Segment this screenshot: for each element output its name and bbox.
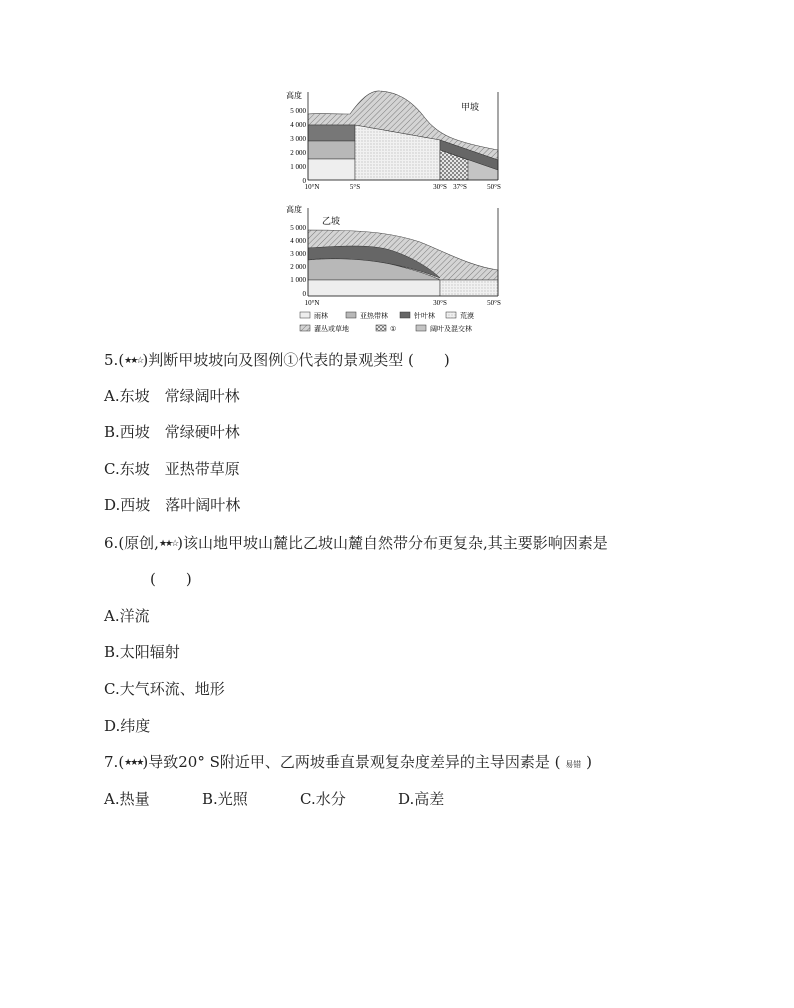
ytick: 4 000 [290,237,306,245]
legend-label: 雨林 [314,312,328,320]
option-d[interactable]: D.西坡 落叶阔叶林 [104,496,241,514]
legend-label: 荒漠 [460,312,474,320]
difficulty-open: ( [118,753,125,771]
answer-blank: ( ) [150,570,192,588]
option-d[interactable]: D.纬度 [104,717,151,735]
xtick: 30°S [433,299,447,307]
question-text: )判断甲坡坡向及图例①代表的景观类型 ( ) [142,351,450,369]
ytick: 2 000 [290,263,306,271]
option-a[interactable]: A.东坡 常绿阔叶林 [104,387,240,405]
question-text: )该山地甲坡山麓比乙坡山麓自然带分布更复杂,其主要影响因素是 [177,534,608,552]
top-conifer-band [308,125,355,141]
ytick: 3 000 [290,135,306,143]
legend-swatch-1 [376,325,386,331]
top-panel [286,90,501,191]
xtick: 50°S [487,183,501,191]
figure-legend [300,311,474,333]
legend-label: 亚热带林 [360,312,388,320]
option-b[interactable]: B.太阳辐射 [104,643,180,661]
vertical-zonation-figure [280,80,520,340]
xtick: 10°N [304,183,320,191]
xtick: 50°S [487,299,501,307]
legend-swatch-broadleaf [416,325,426,331]
xtick: 10°N [304,299,320,307]
option-c[interactable]: C.东坡 亚热带草原 [104,460,240,478]
option-a[interactable]: A.热量 [104,790,150,808]
ytick: 1 000 [290,276,306,284]
question-close: ) [586,753,592,771]
difficulty-stars-icon: ★★☆ [158,539,178,549]
legend-label: 阔叶及混交林 [430,325,472,333]
legend-label: 针叶林 [414,312,435,320]
option-a[interactable]: A.洋流 [104,607,150,625]
legend-label: ① [390,325,397,333]
ytick: 0 [302,290,306,298]
legend-swatch-rainforest [300,312,310,318]
legend-swatch-conifer [400,312,410,318]
bottom-panel [286,204,501,307]
xtick: 30°S [433,183,447,191]
ytick: 5 000 [290,224,306,232]
top-xticks [305,183,501,191]
ytick: 3 000 [290,250,306,258]
error-prone-note: 易错 [565,760,582,769]
question-7-stem [104,752,592,775]
top-yticks [290,107,306,185]
question-number: 6. [104,534,119,552]
xtick: 5°S [349,183,361,191]
legend-swatch-shrub [300,325,310,331]
bottom-xticks [305,299,501,307]
option-c[interactable]: C.大气环流、地形 [104,680,225,698]
question-6-stem [104,533,608,554]
legend-label: 灌丛或草地 [314,325,349,333]
ytick: 0 [302,177,306,185]
slope-label-yi: 乙坡 [322,216,341,226]
question-7-options [104,789,444,809]
ytick: 2 000 [290,149,306,157]
top-rainforest-band [308,159,355,180]
legend-swatch-desert [446,312,456,318]
difficulty-stars-icon: ★★★ [124,758,143,768]
legend-swatch-subtropical [346,312,356,318]
bottom-yticks [290,224,306,298]
option-d[interactable]: D.高差 [398,790,445,808]
difficulty-stars-icon: ★★☆ [124,356,143,366]
bottom-rainforest-band [308,280,440,296]
ytick: 1 000 [290,163,306,171]
difficulty-open: (原创, [118,534,159,552]
top-ylabel: 高度 [286,91,302,100]
top-subtropical-band [308,141,355,159]
difficulty-open: ( [118,351,125,369]
question-5-stem [104,350,450,371]
question-number: 5. [104,351,119,369]
option-b[interactable]: B.西坡 常绿硬叶林 [104,423,240,441]
question-text: )导致20° S附近甲、乙两坡垂直景观复杂度差异的主导因素是 ( [142,753,561,771]
ytick: 4 000 [290,121,306,129]
xtick: 37°S [453,183,467,191]
ytick: 5 000 [290,107,306,115]
bottom-desert-zone [440,280,498,296]
question-number: 7. [104,753,119,771]
slope-label-jia: 甲坡 [461,102,480,112]
option-b[interactable]: B.光照 [202,790,248,808]
option-c[interactable]: C.水分 [300,790,346,808]
bottom-ylabel: 高度 [286,205,302,214]
